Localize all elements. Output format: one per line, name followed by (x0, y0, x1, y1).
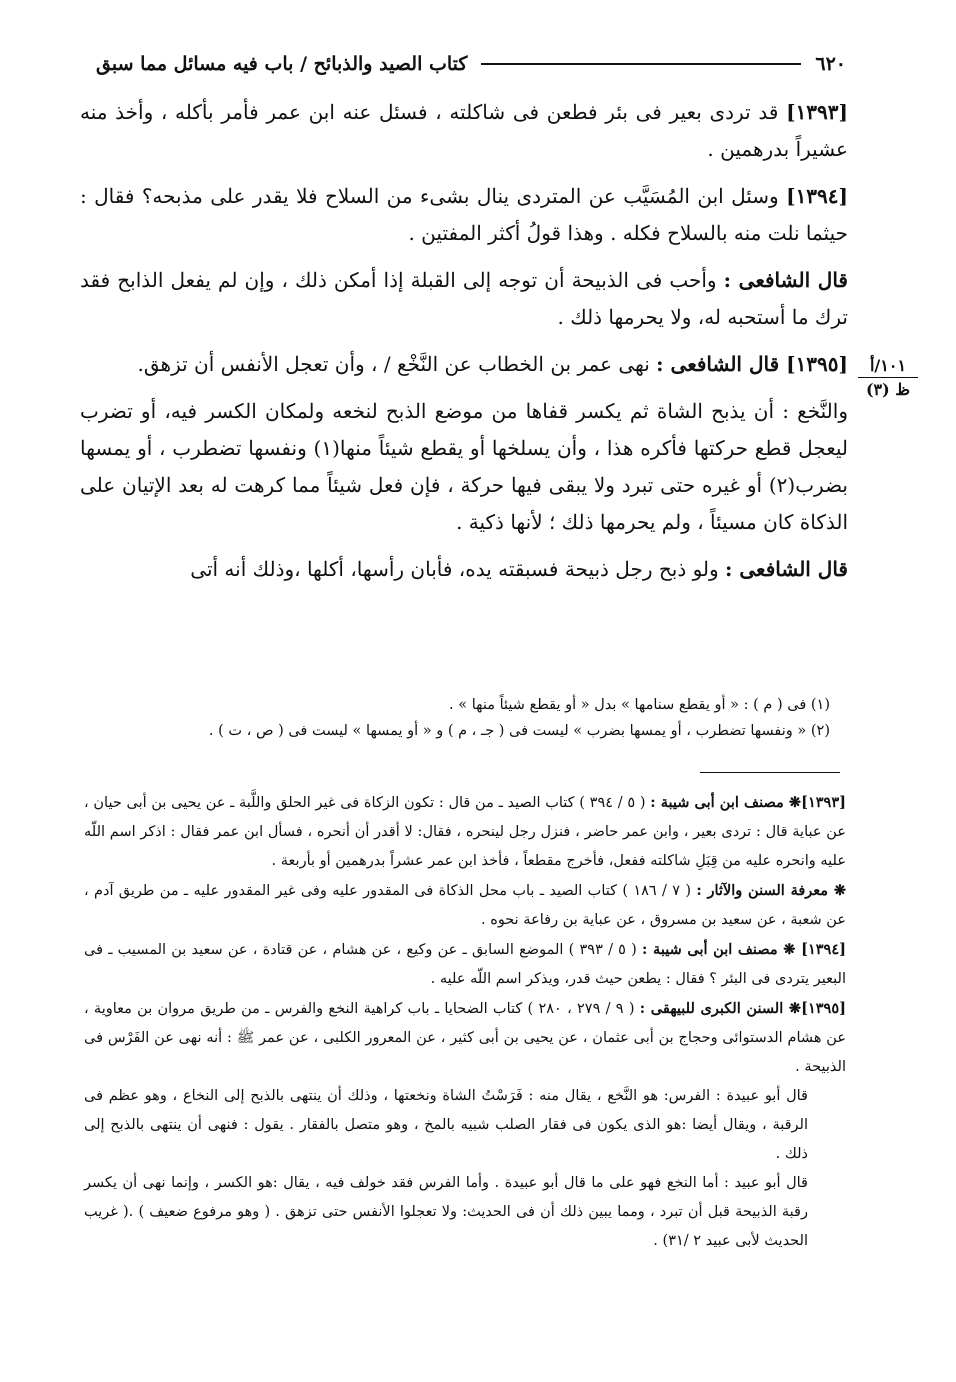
reference-text: ( ٥ / ٣٩٤ ) كتاب الصيد ـ من قال : تكون الزكاة فى غير الحلق واللَّبة ـ عن يحيى بن أبى حيان ، عن عباية قال : تردى بعير ، وابن عمر حاضر ، فنزل رجل لينحره ، فقال: لا أقدر أن أنحره ، فسأل ابن عمر فقال : اذكر اسم اللّه عليه وانحره عليه من قِبَلِ شاكلته ففعل، فأخرج مقطعاً ، فأخذ ابن عمر عشراً بدرهمين أو بأربعة . (84, 795, 846, 869)
speaker-lead: قال الشافعى : (723, 268, 848, 292)
paragraph-1395 (80, 346, 848, 383)
reference-number: [١٣٩٣] (801, 794, 846, 811)
paragraph-1393 (80, 94, 848, 168)
paragraph-text: وسئل ابن المُسَيَّب عن المتردى ينال بشىء من السلاح فلا يقدر على مذبحه؟ فقال : حيثما نلت منه بالسلاح فكله . وهذا قولُ أكثر المفتين . (80, 184, 848, 245)
paragraph-shafii-beheading (80, 551, 848, 588)
manuscript-siglum: ظ (٣) (865, 380, 911, 399)
source-title: ❋ مصنف ابن أبى شيبة : (642, 941, 802, 958)
paragraph-text: قد تردى بعير فى بئر فطعن فى شاكلته ، فسئل عنه ابن عمر فأمر بأكله ، وأخذ منه عشيراً بدرهمين . (80, 100, 848, 161)
source-title: ❋ السنن الكبرى للبيهقى : (639, 1000, 802, 1017)
hadith-number: [١٣٩٤] (786, 184, 848, 208)
reference-text: ( ٧ / ١٨٦ ) كتاب الصيد ـ باب محل الذكاة فى المقدور عليه وفى غير المقدور عليه ـ من طريق آدم ، عن شعبة ، عن سعيد بن مسروق ، عن عباية بن رفاعة نحوه . (84, 883, 846, 928)
reference-1394 (84, 935, 846, 994)
paragraph-1394 (80, 178, 848, 252)
reference-text: ( ٩ / ٢٧٩ ، ٢٨٠ ) كتاب الضحايا ـ باب كراهية النخع والفرس ـ من طريق مروان بن معاوية ، عن هشام الدستوائى وحجاج بن أبى عثمان ، عن يحيى بن أبى كثير ، عن المعرور الكلبى ، عن عمر ﷺ : أنه نهى عن الفَرْس فى الذبيحة . (84, 1001, 846, 1075)
footnote-2: (٢) « ونفسها تضطرب ، أو يمسها بضرب » ليست فى ( جـ ، م ) و « أو يمسها » ليست فى ( ص ، ت ) . (208, 723, 830, 739)
page-number: ٦٢٠ (815, 53, 846, 75)
reference-abu-ubayda (84, 1082, 846, 1169)
reference-text: ( ٥ / ٣٩٣ ) الموضع السابق ـ عن وكيع ، عن هشام ، عن قتادة ، عن سعيد بن المسيب ـ فى البعير يتردى فى البئر ؟ فقال : يطعن حيث قدر، ويذكر اسم اللّه عليه . (84, 942, 846, 987)
speaker-lead: قال الشافعى : (725, 557, 848, 581)
source-title: ❋ معرفة السنن والآثار : (696, 882, 846, 899)
hadith-number: [١٣٩٥] (786, 352, 848, 376)
running-header (96, 44, 846, 84)
folio-reference: ١٠١/أ (858, 356, 918, 378)
reference-1393 (84, 788, 846, 876)
main-text (80, 94, 848, 598)
paragraph-text: ولو ذبح رجل ذبيحة فسبقته يده، فأبان رأسها، أكلها ،وذلك أنه أتى (190, 557, 726, 581)
paragraph-text: وأحب فى الذبيحة أن توجه إلى القبلة إذا أمكن ذلك ، وإن لم يفعل الذابح فقد ترك ما أستحبه له، ولا يحرمها ذلك . (80, 268, 848, 329)
reference-1395 (84, 994, 846, 1082)
reference-number: [١٣٩٤] (801, 941, 846, 958)
source-title: ❋ مصنف ابن أبى شيبة : (650, 794, 802, 811)
paragraph-text: والنَّخع : أن يذبح الشاة ثم يكسر قفاها من موضع الذبح لنخعه ولمكان الكسر فيه، أو تضرب ليعجل قطع حركتها فأكره هذا ، وأن يسلخها أو يقطع شيئاً منها(١) ونفسها تضطرب ، أو يمسها بضرب(٢) أو غيره حتى تبرد ولا يبقى فيها حركة ، فإن فعل شيئاً مما كرهت له بعد الإتيان على الذكاة كان مسيئاً ، ولم يحرمها ذلك ؛ لأنها ذكية . (80, 399, 848, 534)
speaker-lead: قال الشافعى : (656, 352, 787, 376)
reference-text: قال أبو عبيدة : الفرس: هو النَّخع ، يقال منه : فَرَسْتُ الشاة ونخعتها ، وذلك أن ينتهى بالذبح إلى النخاع ، وهو عظم فى الرقبة ، ويقال أيضا :هو الذى يكون فى فقار الصلب شبيه بالمخ ، وهو متصل بالفقار . يقول : فنهى أن ينتهى بالذبح إلى ذلك . (84, 1088, 808, 1162)
reference-1393-b (84, 876, 846, 935)
manuscript-margin-note (858, 356, 918, 399)
reference-abu-ubayd (84, 1169, 846, 1256)
footnote-1: (١) فى ( م ) : « أو يقطع سنامها » بدل « أو يقطع شيئاً منها » . (449, 697, 830, 713)
reference-number: [١٣٩٥] (801, 1000, 846, 1017)
footnotes (100, 692, 830, 744)
paragraph-nakh-definition (80, 393, 848, 541)
header-rule (481, 63, 801, 65)
chapter-title: كتاب الصيد والذبائح / باب فيه مسائل مما سبق (96, 53, 468, 75)
reference-text: قال أبو عبيد : أما النخع فهو على ما قال أبو عبيدة . وأما الفرس فقد خولف فيه ، يقال :هو الكسر ، وإنما نهى أن يكسر رقبة الذبيحة قبل أن تبرد ، ومما يبين ذلك أن فى الحديث: ولا تعجلوا الأنفس حتى تزهق . ( وهو مرفوع ضعيف ) .( غريب الحديث لأبى عبيد ٢ /٣١) . (84, 1175, 808, 1249)
references-rule (700, 772, 840, 773)
hadith-number: [١٣٩٣] (786, 100, 848, 124)
paragraph-text: نهى عمر بن الخطاب عن النَّخْع / ، وأن تعجل الأنفس أن تزهق. (137, 352, 657, 376)
paragraph-shafii-qibla (80, 262, 848, 336)
source-references (84, 788, 846, 1256)
